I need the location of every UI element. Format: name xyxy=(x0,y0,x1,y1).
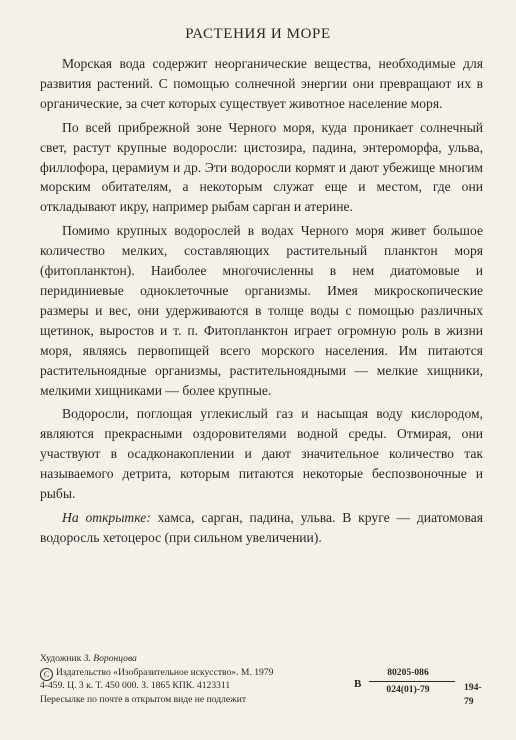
index-numerator: 80205-086 xyxy=(387,667,429,678)
paragraph-4: Водоросли, поглощая углекислый газ и насыщая воду кислородом, являются прекрасными оздоровителями водной среды. Отмирая, они участвуют в осадконакоплении и дают значительное количество так называемого детрита, которым питаются некоторые беспозвоночные и рыбы. xyxy=(40,406,483,502)
artist-label: Художник xyxy=(40,653,84,664)
caption-paragraph xyxy=(40,508,483,548)
paragraph-1: Морская вода содержит неорганические вещества, необходимые для развития растений. С помощью солнечной энергии они превращают их в органические, за счет которых существует животное население моря. xyxy=(40,56,483,111)
paragraph-2: По всей прибрежной зоне Черного моря, куда проникает солнечный свет, растут крупные водоросли: цистозира, падина, энтероморфа, ульва, филлофора, церамиум и др. Эти водоросли кормят и дают убежище многим морским обитателям, а некоторым служат еще и местом, где они откладывают икру, например рыбам сарган и атерине. xyxy=(40,119,483,215)
artist-name: З. Воронцова xyxy=(83,653,137,664)
index-denominator: 024(01)-79 xyxy=(386,684,430,695)
imprint-footer xyxy=(40,652,500,706)
index-right-code: 194-79 xyxy=(464,682,482,707)
artist-line xyxy=(40,652,500,666)
index-fraction-line xyxy=(369,681,455,682)
caption-label: На открытке: xyxy=(62,509,151,525)
caption-text: хамса, сарган, падина, ульва. В круге — диатомовая водоросль хетоцерос (при сильном увеличении). xyxy=(40,509,483,545)
index-letter: В xyxy=(354,678,362,690)
print-info-text: 4-459. Ц. 3 к. Т. 450 000. З. 1865 КПК. 4123311 xyxy=(40,680,231,692)
page-title: РАСТЕНИЯ И МОРЕ xyxy=(185,26,331,42)
article-body xyxy=(40,54,483,552)
paragraph-3: Помимо крупных водорослей в водах Черного моря живет большое количество мелких, составляющих растительный планктон моря (фитопланктон). Наиболее многочисленны в нем диатомовые и перидиниевые одноклеточные организмы. Имея микроскопические размеры и вес, они удерживаются в толще воды с помощью различных щетинок, выростов и т. п. Фитопланктон играет огромную роль в жизни моря, являясь первопищей всего морского населения. Им питаются растительноядные организмы, растительноядными — мелкие хищники, мелкими хищниками — более крупные. xyxy=(40,223,483,398)
publisher-text: Издательство «Изобразительное искусство». М. 1979 xyxy=(56,666,274,678)
mail-note-text: Пересылке по почте в открытом виде не подлежит xyxy=(40,693,247,705)
copyright-icon: C xyxy=(40,668,53,681)
